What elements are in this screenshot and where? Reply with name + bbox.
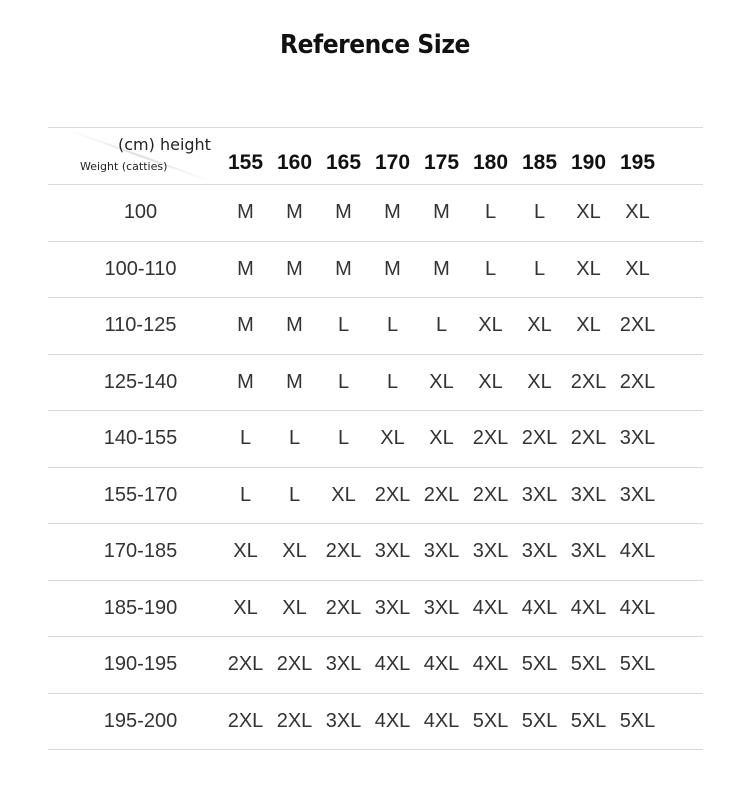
size-cell: 4XL — [472, 653, 509, 676]
size-cell: XL — [527, 370, 552, 393]
size-cell: 5XL — [619, 709, 656, 732]
size-table — [48, 127, 703, 750]
size-cell: 2XL — [276, 709, 313, 732]
size-cell: 3XL — [325, 709, 362, 732]
size-cell: M — [335, 201, 352, 224]
height-header-cell: 170 — [374, 151, 411, 174]
weight-range-cell: 170-185 — [103, 540, 178, 563]
size-cell: XL — [625, 257, 650, 280]
table-row — [48, 524, 703, 581]
size-cell: 4XL — [619, 540, 656, 563]
size-cell: M — [286, 257, 303, 280]
size-cell: 3XL — [619, 483, 656, 506]
size-cell: 4XL — [521, 596, 558, 619]
size-cell: 2XL — [472, 483, 509, 506]
size-cell: 5XL — [619, 653, 656, 676]
size-cell: 5XL — [521, 653, 558, 676]
size-cell: M — [433, 257, 450, 280]
size-cell: 2XL — [472, 427, 509, 450]
size-cell: L — [337, 370, 350, 393]
table-body — [48, 185, 703, 750]
size-cells — [221, 201, 662, 224]
size-cell: M — [433, 201, 450, 224]
weight-range-cell: 190-195 — [103, 653, 178, 676]
size-cell: 3XL — [374, 596, 411, 619]
table-row — [48, 185, 703, 242]
size-cell: XL — [380, 427, 405, 450]
weight-axis-label: Weight (catties) — [80, 160, 168, 173]
size-cell: M — [286, 370, 303, 393]
weight-range-cell: 100-110 — [104, 257, 177, 280]
height-header-cell: 175 — [423, 151, 460, 174]
size-cell: 5XL — [570, 709, 607, 732]
size-cell: L — [484, 201, 497, 224]
size-cell: 2XL — [570, 370, 607, 393]
size-cell: XL — [429, 427, 454, 450]
size-cell: 4XL — [472, 596, 509, 619]
size-cell: XL — [478, 370, 503, 393]
size-cell: L — [533, 257, 546, 280]
size-cell: 3XL — [423, 596, 460, 619]
size-cell: 4XL — [619, 596, 656, 619]
size-cells — [221, 710, 662, 733]
height-header-cells — [221, 137, 662, 175]
size-cell: XL — [576, 314, 601, 337]
size-cell: 5XL — [570, 653, 607, 676]
table-row — [48, 242, 703, 299]
height-header-cell: 160 — [276, 151, 313, 174]
size-cell: M — [335, 257, 352, 280]
size-cell: 4XL — [374, 709, 411, 732]
height-header-cell: 165 — [325, 151, 362, 174]
size-cell: M — [384, 201, 401, 224]
size-cell: XL — [576, 201, 601, 224]
table-header-row — [48, 128, 703, 185]
size-cell: L — [386, 314, 399, 337]
page-title: Reference Size — [280, 30, 470, 60]
size-cell: M — [237, 370, 254, 393]
size-cells — [221, 258, 662, 281]
size-cells — [221, 314, 662, 337]
size-cell: M — [237, 314, 254, 337]
size-cell: 3XL — [570, 483, 607, 506]
size-cell: 2XL — [325, 540, 362, 563]
size-cell: M — [237, 201, 254, 224]
weight-range-cell: 100 — [123, 201, 158, 224]
size-cell: XL — [282, 540, 307, 563]
size-cell: 4XL — [374, 653, 411, 676]
size-cell: 4XL — [423, 709, 460, 732]
size-cell: XL — [331, 483, 356, 506]
size-cells — [221, 427, 662, 450]
size-cell: 2XL — [570, 427, 607, 450]
table-row — [48, 411, 703, 468]
size-cell: 3XL — [374, 540, 411, 563]
weight-range-cell: 185-190 — [103, 596, 178, 619]
size-cell: L — [288, 427, 301, 450]
size-cells — [221, 597, 662, 620]
height-axis-label: (cm) height — [118, 135, 211, 154]
size-cells — [221, 484, 662, 507]
size-cell: 2XL — [227, 709, 264, 732]
size-cell: L — [386, 370, 399, 393]
size-cell: L — [239, 483, 252, 506]
size-cell: XL — [233, 540, 258, 563]
size-cell: L — [337, 314, 350, 337]
size-cell: L — [337, 427, 350, 450]
weight-range-cell: 110-125 — [104, 314, 177, 337]
size-cell: 4XL — [570, 596, 607, 619]
size-cell: L — [239, 427, 252, 450]
size-cell: 4XL — [423, 653, 460, 676]
size-cell: 3XL — [325, 653, 362, 676]
size-cells — [221, 653, 662, 676]
size-cell: XL — [576, 257, 601, 280]
size-cell: XL — [233, 596, 258, 619]
table-row — [48, 468, 703, 525]
size-cell: 3XL — [521, 483, 558, 506]
size-cell: 5XL — [472, 709, 509, 732]
size-cell: 3XL — [570, 540, 607, 563]
weight-range-cell: 140-155 — [103, 427, 178, 450]
size-cell: 2XL — [227, 653, 264, 676]
height-header-cell: 190 — [570, 151, 607, 174]
size-cell: L — [484, 257, 497, 280]
size-cell: 2XL — [276, 653, 313, 676]
size-cell: M — [237, 257, 254, 280]
table-row — [48, 355, 703, 412]
table-row — [48, 581, 703, 638]
size-cell: 3XL — [472, 540, 509, 563]
height-header-cell: 195 — [619, 151, 656, 174]
size-cell: 2XL — [521, 427, 558, 450]
size-cell: M — [286, 201, 303, 224]
size-cell: XL — [625, 201, 650, 224]
height-header-cell: 185 — [521, 151, 558, 174]
size-cells — [221, 371, 662, 394]
size-cells — [221, 540, 662, 563]
size-cell: L — [533, 201, 546, 224]
size-cell: L — [435, 314, 448, 337]
size-cell: 3XL — [521, 540, 558, 563]
size-cell: XL — [527, 314, 552, 337]
size-cell: M — [384, 257, 401, 280]
table-row — [48, 694, 703, 751]
table-row — [48, 298, 703, 355]
weight-range-cell: 195-200 — [103, 709, 178, 732]
size-cell: 2XL — [619, 370, 656, 393]
weight-range-cell: 125-140 — [103, 370, 178, 393]
size-cell: XL — [282, 596, 307, 619]
size-cell: 2XL — [619, 314, 656, 337]
size-cell: 2XL — [423, 483, 460, 506]
height-header-cell: 155 — [227, 151, 264, 174]
size-cell: XL — [429, 370, 454, 393]
size-cell: M — [286, 314, 303, 337]
height-header-cell: 180 — [472, 151, 509, 174]
size-cell: 3XL — [423, 540, 460, 563]
size-cell: 2XL — [325, 596, 362, 619]
table-corner-cell — [48, 128, 233, 184]
size-cell: 3XL — [619, 427, 656, 450]
size-cell: XL — [478, 314, 503, 337]
weight-range-cell: 155-170 — [103, 483, 178, 506]
size-cell: 5XL — [521, 709, 558, 732]
size-cell: 2XL — [374, 483, 411, 506]
size-cell: L — [288, 483, 301, 506]
table-row — [48, 637, 703, 694]
